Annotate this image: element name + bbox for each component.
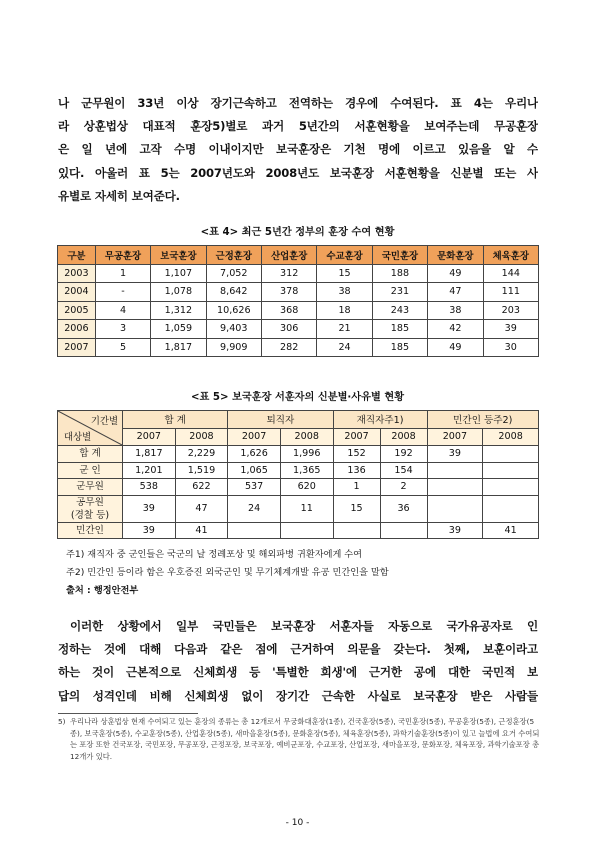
table4-cell: 1,312 — [151, 301, 206, 320]
table5-cell: 1,065 — [228, 462, 281, 479]
table5-caption: <표 5> 보국훈장 서훈자의 신분별·사유별 현황 — [190, 392, 405, 403]
table5-year: 2007 — [427, 428, 483, 446]
table4-cell: 7,052 — [206, 264, 261, 283]
table5-cell: 620 — [280, 479, 333, 496]
table5-row-label: 군무원 — [58, 479, 123, 496]
table4-cell: 42 — [428, 320, 483, 339]
source-note: 출처 : 행정안전부 — [66, 585, 139, 596]
footnote-divider — [58, 713, 198, 714]
table5-row-label: 공무원 (경찰 등) — [58, 495, 123, 522]
table5-cell — [228, 522, 281, 539]
table4-cell: 243 — [372, 301, 427, 320]
table4-cell: 282 — [261, 338, 316, 357]
table5-cell: 15 — [333, 495, 380, 522]
note-1: 주1) 재직자 중 군인들은 국군의 날 정례포상 및 해외파병 귀환자에게 수여 — [66, 549, 363, 560]
table5-year: 2008 — [380, 428, 427, 446]
table5-cell — [280, 522, 333, 539]
table5-row-label: 민간인 — [58, 522, 123, 539]
table4-year-cell: 2003 — [58, 264, 96, 283]
table5-cell: 622 — [175, 479, 228, 496]
table4-cell: 38 — [317, 283, 372, 302]
table5-year: 2008 — [280, 428, 333, 446]
table5-year: 2007 — [228, 428, 281, 446]
table5-cell — [483, 495, 539, 522]
table5-year: 2007 — [333, 428, 380, 446]
table5-cell: 41 — [483, 522, 539, 539]
table4-header-row — [58, 246, 539, 265]
table5-cell — [483, 446, 539, 463]
table4-header: 산업훈장 — [261, 246, 316, 265]
table4-cell: 49 — [428, 264, 483, 283]
table5-year: 2008 — [483, 428, 539, 446]
table5-cell: 24 — [228, 495, 281, 522]
table5-row — [58, 462, 539, 479]
table5-cell: 154 — [380, 462, 427, 479]
table4-cell: 111 — [483, 283, 538, 302]
table5-group-row — [58, 411, 539, 429]
table4-year-cell: 2007 — [58, 338, 96, 357]
body-line: 하는 것이 근본적으로 신체희생 등 '특별한 희생'에 근거한 공에 대한 국민적 보 — [58, 665, 538, 680]
table5-row — [58, 446, 539, 463]
table4-cell: 18 — [317, 301, 372, 320]
table4-cell: 185 — [372, 320, 427, 339]
table5-cell: 1,365 — [280, 462, 333, 479]
table4-row — [58, 283, 539, 302]
table5-cell: 538 — [123, 479, 176, 496]
table4-cell: 144 — [483, 264, 538, 283]
table5-row — [58, 479, 539, 496]
table4-cell: 38 — [428, 301, 483, 320]
table4-cell: 39 — [483, 320, 538, 339]
table4-row — [58, 301, 539, 320]
intro-line: 나 군무원이 33년 이상 장기근속하고 전역하는 경우에 수여된다. 표 4는 우리나 — [58, 96, 538, 110]
table4-cell: 378 — [261, 283, 316, 302]
table4-header: 국민훈장 — [372, 246, 427, 265]
table4-cell: 1,817 — [151, 338, 206, 357]
table5 — [57, 410, 539, 539]
footnote-text: 우리나라 상훈법상 현재 수여되고 있는 훈장의 종류는 총 12개로서 무궁화대훈장(1종), 건국훈장(5종), 국민훈장(5종), 무공훈장(5종), 근정훈장(5종), 보국훈장(5종), 수교훈장(5종), 산업훈장(5종), 새마을훈장(5종), 문화훈장(5종), 체육훈장(5종), 과학기술훈장(5종)이 있고 늘법에 요거 수여되는 포장 또한 건국포장, 국민포장, 무공포장, 근정포장, 보국포장, 예비군포장, 수교포장, 산업포장, 새마을포장, 문화포장, 체육포장, 과학기술포장 총 12개가 있다. — [70, 717, 540, 761]
table4-header: 무공훈장 — [95, 246, 150, 265]
corner-top-label: 기간별 — [90, 416, 118, 427]
intro-paragraph — [58, 92, 538, 208]
table5-cell: 1,996 — [280, 446, 333, 463]
table4-year-cell: 2005 — [58, 301, 96, 320]
table5-cell: 41 — [175, 522, 228, 539]
table5-cell: 136 — [333, 462, 380, 479]
table5-year: 2007 — [123, 428, 176, 446]
table4-header: 체육훈장 — [483, 246, 538, 265]
table5-row-label: 합 계 — [58, 446, 123, 463]
table4-cell: 203 — [483, 301, 538, 320]
table5-cell: 11 — [280, 495, 333, 522]
table5-row — [58, 495, 539, 522]
table5-cell: 1,519 — [175, 462, 228, 479]
table5-cell: 39 — [427, 522, 483, 539]
table4 — [57, 245, 539, 357]
intro-line: 라 상훈법상 대표적 훈장5)별로 과거 5년간의 서훈현황을 보여주는데 무공훈장 — [58, 119, 538, 134]
body-paragraph — [58, 615, 538, 708]
table4-header: 문화훈장 — [428, 246, 483, 265]
table4-cell: 9,909 — [206, 338, 261, 357]
table4-cell: 1,078 — [151, 283, 206, 302]
table4-cell: 3 — [95, 320, 150, 339]
table5-cell — [380, 522, 427, 539]
table5-cell: 36 — [380, 495, 427, 522]
table4-header: 구분 — [58, 246, 96, 265]
table4-cell: 4 — [95, 301, 150, 320]
table4-year-cell: 2004 — [58, 283, 96, 302]
table5-row — [58, 522, 539, 539]
table4-cell: 312 — [261, 264, 316, 283]
table5-cell: 537 — [228, 479, 281, 496]
table4-caption: <표 4> 최근 5년간 정부의 훈장 수여 현황 — [200, 227, 395, 238]
table5-cell: 39 — [123, 522, 176, 539]
table5-cell: 47 — [175, 495, 228, 522]
table5-cell: 2,229 — [175, 446, 228, 463]
table5-year-row — [58, 428, 539, 446]
table4-cell: 306 — [261, 320, 316, 339]
table5-year: 2008 — [175, 428, 228, 446]
intro-line: 있다. 아울러 표 5는 2007년도와 2008년도 보국훈장 서훈현황을 신분별 또는 사 — [58, 165, 538, 180]
table4-cell: 21 — [317, 320, 372, 339]
table4-cell: 188 — [372, 264, 427, 283]
table5-cell — [427, 479, 483, 496]
body-line: 이러한 상황에서 일부 국민들은 보국훈장 서훈자들 자동으로 국가유공자로 인 — [70, 619, 538, 633]
table5-row-label: 군 인 — [58, 462, 123, 479]
table5-cell — [483, 462, 539, 479]
table5-cell — [427, 462, 483, 479]
body-line: 답의 성격인데 비해 신체희생 없이 장기간 근속한 사실로 보국훈장 받은 사람들 — [58, 688, 538, 703]
table5-cell — [483, 479, 539, 496]
intro-line: 은 일 년에 고작 수명 이내이지만 보국훈장은 기천 명에 이르고 있음을 알 수 — [58, 142, 538, 157]
intro-line: 유별로 자세히 보여준다. — [58, 188, 180, 203]
footnote — [58, 716, 540, 762]
page-number: - 10 - — [285, 818, 310, 828]
table4-cell: - — [95, 283, 150, 302]
table4-cell: 5 — [95, 338, 150, 357]
table4-cell: 1,059 — [151, 320, 206, 339]
table5-cell: 192 — [380, 446, 427, 463]
table4-header: 근정훈장 — [206, 246, 261, 265]
table5-cell: 1 — [333, 479, 380, 496]
table4-year-cell: 2006 — [58, 320, 96, 339]
table5-corner — [58, 411, 123, 446]
table4-cell: 10,626 — [206, 301, 261, 320]
table5-cell: 1,201 — [123, 462, 176, 479]
table5-cell — [333, 522, 380, 539]
table5-group-header: 민간인 등주2) — [427, 411, 538, 429]
table5-cell — [427, 495, 483, 522]
corner-bottom-label: 대상별 — [64, 432, 92, 443]
table5-cell: 39 — [427, 446, 483, 463]
table5-cell: 1,626 — [228, 446, 281, 463]
table4-row — [58, 264, 539, 283]
table4-row — [58, 320, 539, 339]
table4-header: 수교훈장 — [317, 246, 372, 265]
table4-cell: 9,403 — [206, 320, 261, 339]
table4-cell: 47 — [428, 283, 483, 302]
table4-cell: 368 — [261, 301, 316, 320]
table4-cell: 15 — [317, 264, 372, 283]
table4-cell: 8,642 — [206, 283, 261, 302]
table4-cell: 1,107 — [151, 264, 206, 283]
table5-group-header: 재직자주1) — [333, 411, 427, 429]
footnote-number: 5) — [58, 717, 66, 726]
table4-cell: 185 — [372, 338, 427, 357]
table4-header: 보국훈장 — [151, 246, 206, 265]
table5-cell: 2 — [380, 479, 427, 496]
table4-cell: 49 — [428, 338, 483, 357]
body-line: 정하는 것에 대해 다음과 같은 점에 근거하여 의문을 갖는다. 첫째, 보훈이라고 — [58, 642, 538, 657]
note-2: 주2) 민간인 등이라 함은 우호증진 외국군인 및 무기체계개발 유공 민간인을 말함 — [66, 567, 389, 578]
table5-cell: 39 — [123, 495, 176, 522]
table5-group-header: 합 계 — [123, 411, 228, 429]
table4-cell: 24 — [317, 338, 372, 357]
table-notes — [66, 546, 389, 600]
table4-row — [58, 338, 539, 357]
table5-cell: 1,817 — [123, 446, 176, 463]
table4-cell: 231 — [372, 283, 427, 302]
table4-cell: 1 — [95, 264, 150, 283]
table4-cell: 30 — [483, 338, 538, 357]
table5-group-header: 퇴직자 — [228, 411, 333, 429]
table5-cell: 152 — [333, 446, 380, 463]
